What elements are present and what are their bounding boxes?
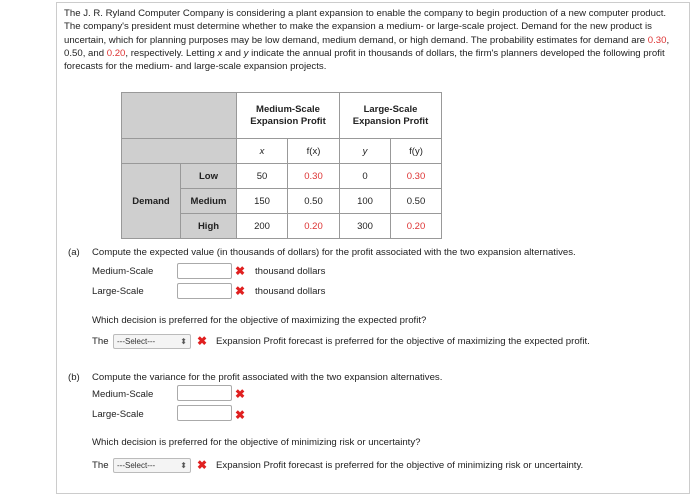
part-a-tail: Expansion Profit forecast is preferred for the objective of maximizing the expected profit. bbox=[216, 336, 590, 347]
incorrect-x-icon: ✖ bbox=[235, 387, 246, 401]
part-b-tail: Expansion Profit forecast is preferred for the objective of minimizing risk or uncertainty. bbox=[216, 460, 584, 471]
part-a-the: The bbox=[92, 336, 109, 347]
cell-x: 50 bbox=[237, 164, 288, 189]
part-a-medium-label: Medium-Scale bbox=[92, 266, 154, 277]
dropdown-icon: ⬍ bbox=[180, 337, 187, 346]
table-corner bbox=[122, 93, 237, 139]
part-b-large-input[interactable] bbox=[177, 405, 232, 421]
prob-high: 0.20 bbox=[106, 47, 126, 59]
part-a-large-unit: thousand dollars bbox=[255, 286, 326, 297]
col-fy: f(y) bbox=[391, 139, 442, 164]
part-a-large-input[interactable] bbox=[177, 283, 232, 299]
demand-label: Demand bbox=[122, 164, 181, 239]
part-b-decision-question: Which decision is preferred for the objective of minimizing risk or uncertainty? bbox=[92, 437, 421, 448]
cell-fy: 0.50 bbox=[391, 189, 442, 214]
incorrect-x-icon: ✖ bbox=[235, 284, 246, 298]
cell-x: 200 bbox=[237, 214, 288, 239]
part-b-select[interactable] bbox=[113, 458, 191, 473]
problem-statement: The J. R. Ryland Computer Company is considering a plant expansion to enable the company to begin production of a new computer product. The company's president must determine whether to make the expansion a medium- or large-scale project. Demand for the new product is uncertain, which for planning purposes may be low demand, medium demand, or high demand. The probability estimates for demand are 0.30, 0.50, and 0.20, respectively. Letting x and y indicate the annual profit in thousands of dollars, the firm's planners developed the following profit forecasts for the medium- and large-scale expansion projects. bbox=[64, 8, 670, 73]
part-b-marker: (b) bbox=[68, 372, 80, 383]
cell-fy: 0.30 bbox=[391, 164, 442, 189]
prob-low: 0.30 bbox=[647, 34, 667, 46]
cell-y: 100 bbox=[340, 189, 391, 214]
part-a-medium-unit: thousand dollars bbox=[255, 266, 326, 277]
col-y: y bbox=[340, 139, 391, 164]
header-medium: Medium-Scale Expansion Profit bbox=[237, 93, 340, 139]
row-label: Medium bbox=[181, 189, 237, 214]
part-a-decision-question: Which decision is preferred for the objective of maximizing the expected profit? bbox=[92, 315, 427, 326]
incorrect-x-icon: ✖ bbox=[235, 408, 246, 422]
cell-fx: 0.30 bbox=[288, 164, 340, 189]
col-fx: f(x) bbox=[288, 139, 340, 164]
row-label: High bbox=[181, 214, 237, 239]
cell-x: 150 bbox=[237, 189, 288, 214]
part-b-large-label: Large-Scale bbox=[92, 409, 144, 420]
part-b-medium-label: Medium-Scale bbox=[92, 389, 154, 400]
cell-fx: 0.20 bbox=[288, 214, 340, 239]
incorrect-x-icon: ✖ bbox=[235, 264, 246, 278]
header-large: Large-Scale Expansion Profit bbox=[340, 93, 442, 139]
cell-y: 300 bbox=[340, 214, 391, 239]
part-b-the: The bbox=[92, 460, 109, 471]
part-a-marker: (a) bbox=[68, 247, 80, 258]
part-b-question: Compute the variance for the profit associated with the two expansion alternatives. bbox=[92, 372, 443, 383]
part-a-medium-input[interactable] bbox=[177, 263, 232, 279]
profit-table bbox=[121, 92, 442, 239]
cell-y: 0 bbox=[340, 164, 391, 189]
part-b-medium-input[interactable] bbox=[177, 385, 232, 401]
cell-fx: 0.50 bbox=[288, 189, 340, 214]
part-a-select[interactable] bbox=[113, 334, 191, 349]
select-value: ---Select--- bbox=[117, 337, 156, 346]
col-x: x bbox=[237, 139, 288, 164]
part-a-question: Compute the expected value (in thousands of dollars) for the profit associated with the two expansion alternatives. bbox=[92, 247, 576, 258]
dropdown-icon: ⬍ bbox=[180, 461, 187, 470]
row-label: Low bbox=[181, 164, 237, 189]
cell-fy: 0.20 bbox=[391, 214, 442, 239]
incorrect-x-icon: ✖ bbox=[197, 458, 208, 472]
incorrect-x-icon: ✖ bbox=[197, 334, 208, 348]
prob-medium: 0.50 bbox=[64, 47, 83, 59]
table-corner-lower bbox=[122, 139, 237, 164]
select-value: ---Select--- bbox=[117, 461, 156, 470]
part-a-large-label: Large-Scale bbox=[92, 286, 144, 297]
